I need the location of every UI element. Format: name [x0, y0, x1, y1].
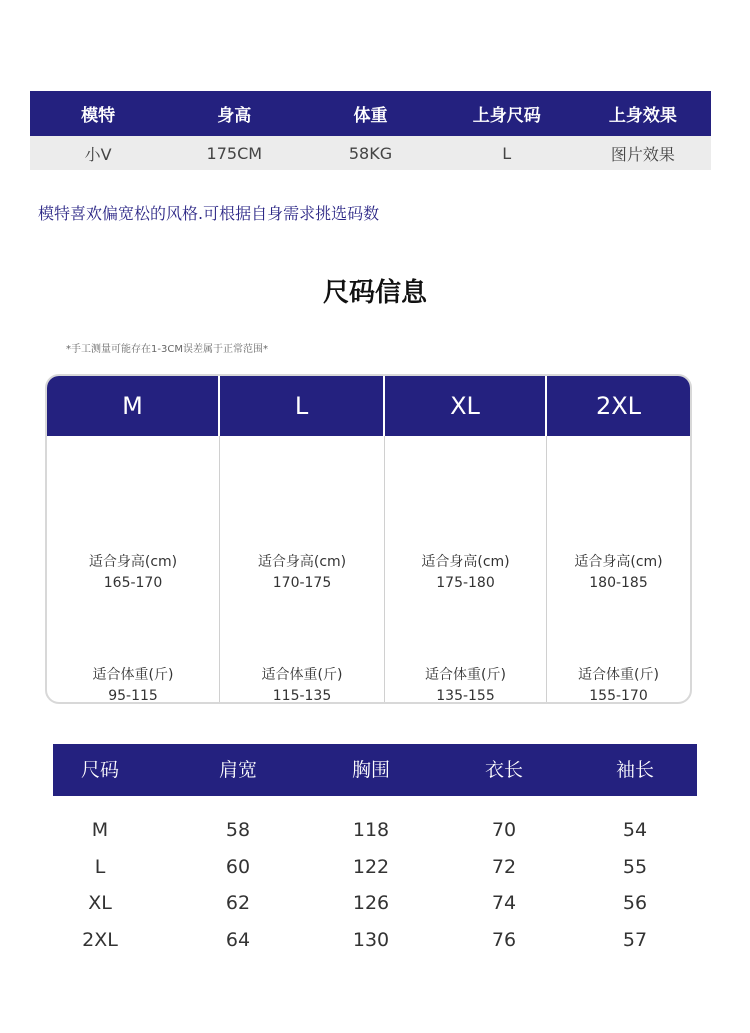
model-worn-size: L	[502, 143, 512, 163]
height-range: 165-170	[103, 575, 163, 591]
header-size: 尺码	[80, 759, 120, 781]
header-model: 模特	[81, 106, 116, 126]
cell-sleeve: 55	[622, 855, 648, 878]
cell-sleeve: 54	[622, 819, 648, 841]
size-recommendation-card	[45, 374, 692, 704]
cell-chest: 130	[352, 928, 390, 951]
model-table-header	[30, 91, 711, 136]
cell-shoulder: 62	[225, 892, 251, 914]
header-worn-effect: 上身效果	[608, 106, 677, 126]
weight-range: 95-115	[108, 688, 158, 704]
header-height: 身高	[217, 106, 252, 126]
header-shoulder: 肩宽	[218, 759, 258, 781]
size-column-2xl	[547, 436, 690, 704]
height-label: 适合身高(cm)	[574, 554, 663, 570]
size-column-xl	[385, 436, 547, 704]
table-row	[53, 849, 697, 886]
weight-label: 适合体重(斤)	[578, 667, 659, 683]
size-column-l	[220, 436, 385, 704]
weight-range: 135-155	[436, 688, 495, 704]
height-range: 170-175	[272, 575, 332, 591]
cell-chest: 122	[352, 855, 390, 878]
cell-size: M	[91, 819, 109, 841]
cell-length: 70	[491, 819, 517, 841]
cell-shoulder: 64	[225, 928, 251, 951]
fit-note: 模特喜欢偏宽松的风格.可根据自身需求挑选码数	[38, 204, 380, 223]
height-label: 适合身高(cm)	[257, 554, 347, 570]
weight-range: 115-135	[272, 688, 332, 704]
cell-size: 2XL	[82, 928, 118, 951]
weight-label: 适合体重(斤)	[92, 667, 174, 683]
model-info-table	[30, 91, 711, 170]
cell-sleeve: 57	[622, 928, 648, 951]
cell-length: 74	[491, 892, 517, 914]
size-header-l: L	[220, 376, 385, 436]
header-chest: 胸围	[351, 759, 391, 781]
table-row	[53, 922, 697, 959]
table-row	[53, 885, 697, 922]
cell-length: 72	[491, 855, 517, 878]
model-table-row	[30, 136, 711, 170]
size-card-body	[47, 436, 690, 704]
model-weight: 58KG	[348, 143, 393, 163]
model-worn-effect: 图片效果	[610, 144, 675, 164]
model-height: 175CM	[206, 143, 263, 163]
size-header-xl: XL	[385, 376, 547, 436]
size-header-2xl: 2XL	[595, 392, 642, 420]
cell-sleeve: 56	[622, 892, 648, 914]
header-weight: 体重	[353, 106, 388, 126]
header-length: 衣长	[484, 759, 524, 781]
cell-size: XL	[88, 892, 112, 914]
measurement-table-header	[53, 744, 697, 796]
cell-length: 76	[491, 928, 517, 951]
cell-shoulder: 58	[225, 819, 251, 841]
measurement-disclaimer: *手工测量可能存在1-3CM误差属于正常范围*	[66, 344, 268, 355]
weight-range: 155-170	[589, 688, 648, 704]
cell-chest: 126	[352, 892, 390, 914]
size-header-m: M	[47, 376, 220, 436]
height-range: 180-185	[589, 575, 648, 591]
section-title: 尺码信息	[322, 278, 427, 308]
cell-chest: 118	[352, 819, 390, 841]
cell-size: L	[94, 855, 106, 878]
size-column-m	[47, 436, 220, 704]
size-card-header	[47, 376, 690, 436]
measurement-table	[53, 744, 697, 958]
model-name: 小V	[84, 144, 112, 164]
height-label: 适合身高(cm)	[88, 554, 178, 570]
height-range: 175-180	[436, 575, 495, 591]
cell-shoulder: 60	[225, 855, 251, 878]
height-label: 适合身高(cm)	[421, 554, 510, 570]
header-sleeve: 袖长	[615, 759, 655, 781]
weight-label: 适合体重(斤)	[261, 667, 343, 683]
table-row	[53, 812, 697, 849]
weight-label: 适合体重(斤)	[425, 667, 506, 683]
header-worn-size: 上身尺码	[472, 106, 541, 126]
